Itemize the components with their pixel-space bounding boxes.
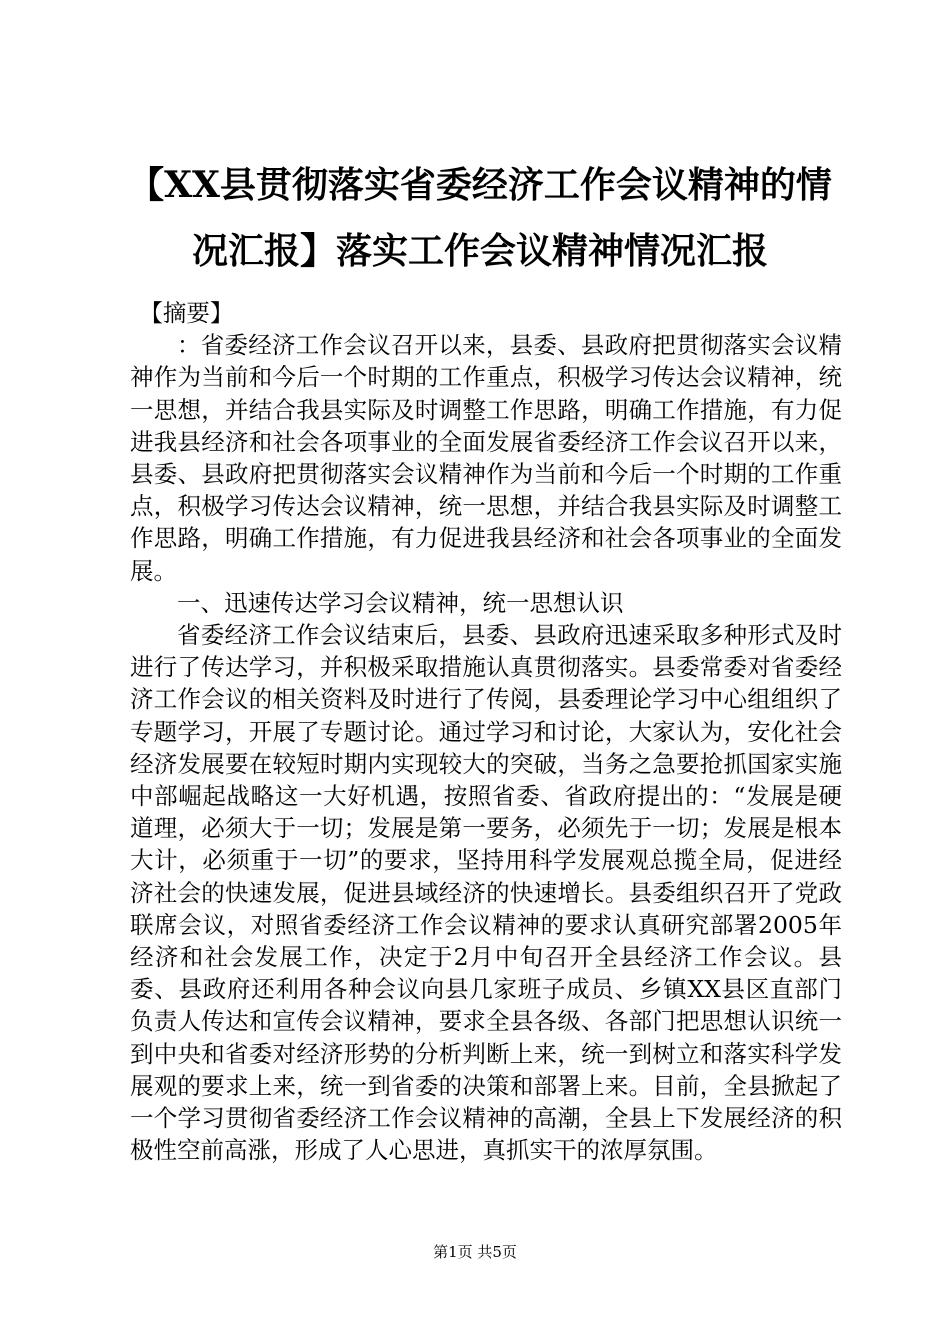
abstract-paragraph: ：省委经济工作会议召开以来，县委、县政府把贯彻落实会议精神作为当前和今后一个时期的工作重点，积极学习传达会议精神，统一思想，并结合我县实际及时调整工作思路，明确工作措施，有力促进我县经济和社会各项事业的全面发展省委经济工作会议召开以来，县委、县政府把贯彻落实会议精神作为当前和今后一个时期的工作重点，积极学习传达会议精神，统一思想，并结合我县实际及时调整工作思路，明确工作措施，有力促进我县经济和社会各项事业的全面发展。 [130,331,842,585]
document-body [130,297,842,1166]
section-heading: 一、迅速传达学习会议精神，统一思想认识 [177,588,624,617]
document-title: 【XX县贯彻落实省委经济工作会议精神的情况汇报】落实工作会议精神情况汇报 [128,164,832,272]
abstract-label: 【摘要】 [139,299,234,327]
section-paragraph: 省委经济工作会议结束后，县委、县政府迅速采取多种形式及时进行了传达学习，并积极采取措施认真贯彻落实。县委常委对省委经济工作会议的相关资料及时进行了传阅，县委理论学习中心组组织了专题学习，开展了专题讨论。通过学习和讨论，大家认为，安化社会经济发展要在较短时期内实现较大的突破，当务之急要抢抓国家实施中部崛起战略这一大好机遇，按照省委、省政府提出的：“发展是硬道理，必须大于一切；发展是第一要务，必须先于一切；发展是根本大计，必须重于一切”的要求，坚持用科学发展观总揽全局，促进经济社会的快速发展，促进县域经济的快速增长。县委组织召开了党政联席会议，对照省委经济工作会议精神的要求认真研究部署2005年经济和社会发展工作，决定于2月中旬召开全县经济工作会议。县委、县政府还利用各种会议向县几家班子成员、乡镇XX县区直部门负责人传达和宣传会议精神，要求全县各级、各部门把思想认识统一到中央和省委对经济形势的分析判断上来，统一到树立和落实科学发展观的要求上来，统一到省委的决策和部署上来。目前，全县掀起了一个学习贯彻省委经济工作会议精神的高潮，全县上下发展经济的积极性空前高涨，形成了人心思进，真抓实干的浓厚氛围。 [130,621,842,1165]
page-footer: 第1页 共5页 [433,1243,517,1261]
